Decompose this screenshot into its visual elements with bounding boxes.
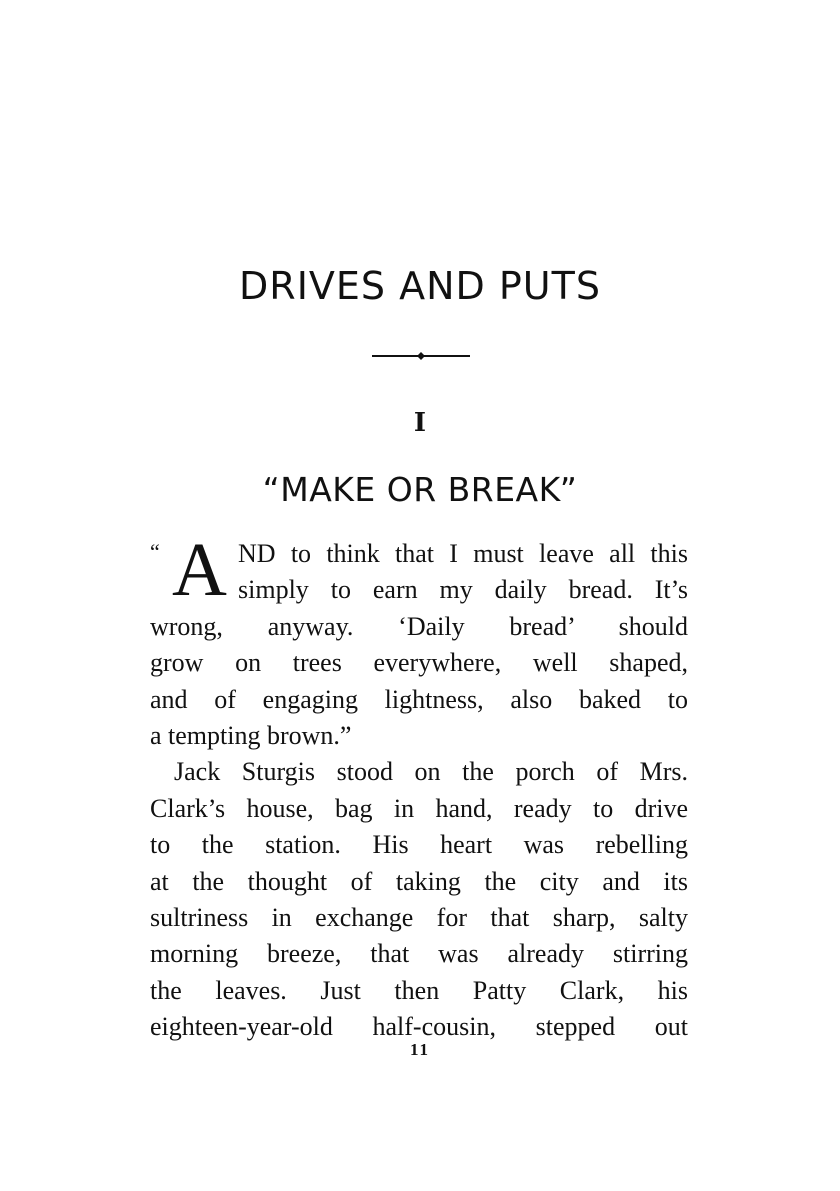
page-number: 11 xyxy=(409,1040,431,1059)
opening-quote-mark: “ xyxy=(150,539,160,564)
text-line: and of engaging lightness, also baked to xyxy=(150,684,688,714)
text-line: simply to earn my daily bread. It’s xyxy=(238,575,688,605)
book-title: DRIVES AND PUTS xyxy=(239,264,601,308)
text-line: a tempting brown.” xyxy=(150,720,352,750)
ornament-rule-icon xyxy=(370,346,472,366)
text-line: morning breeze, that was already stirring xyxy=(150,939,688,969)
text-line: eighteen-year-old half-cousin, stepped out xyxy=(150,1012,688,1042)
chapter-title: “MAKE OR BREAK” xyxy=(262,470,578,509)
text-line: ND to think that I must leave all this xyxy=(238,539,688,568)
text-line: Jack Sturgis stood on the porch of Mrs. xyxy=(174,757,688,787)
drop-cap: A xyxy=(172,528,227,612)
text-line: the leaves. Just then Patty Clark, his xyxy=(150,975,688,1005)
text-line: at the thought of taking the city and its xyxy=(150,866,688,896)
text-line: grow on trees everywhere, well shaped, xyxy=(150,648,688,678)
text-line: wrong, anyway. ‘Daily bread’ should xyxy=(150,611,688,641)
chapter-number: I xyxy=(413,408,427,438)
text-line: sultriness in exchange for that sharp, salty xyxy=(150,902,688,932)
body-text xyxy=(150,528,688,1045)
text-line: to the station. His heart was rebelling xyxy=(150,830,688,860)
text-line: Clark’s house, bag in hand, ready to drive xyxy=(150,793,688,823)
